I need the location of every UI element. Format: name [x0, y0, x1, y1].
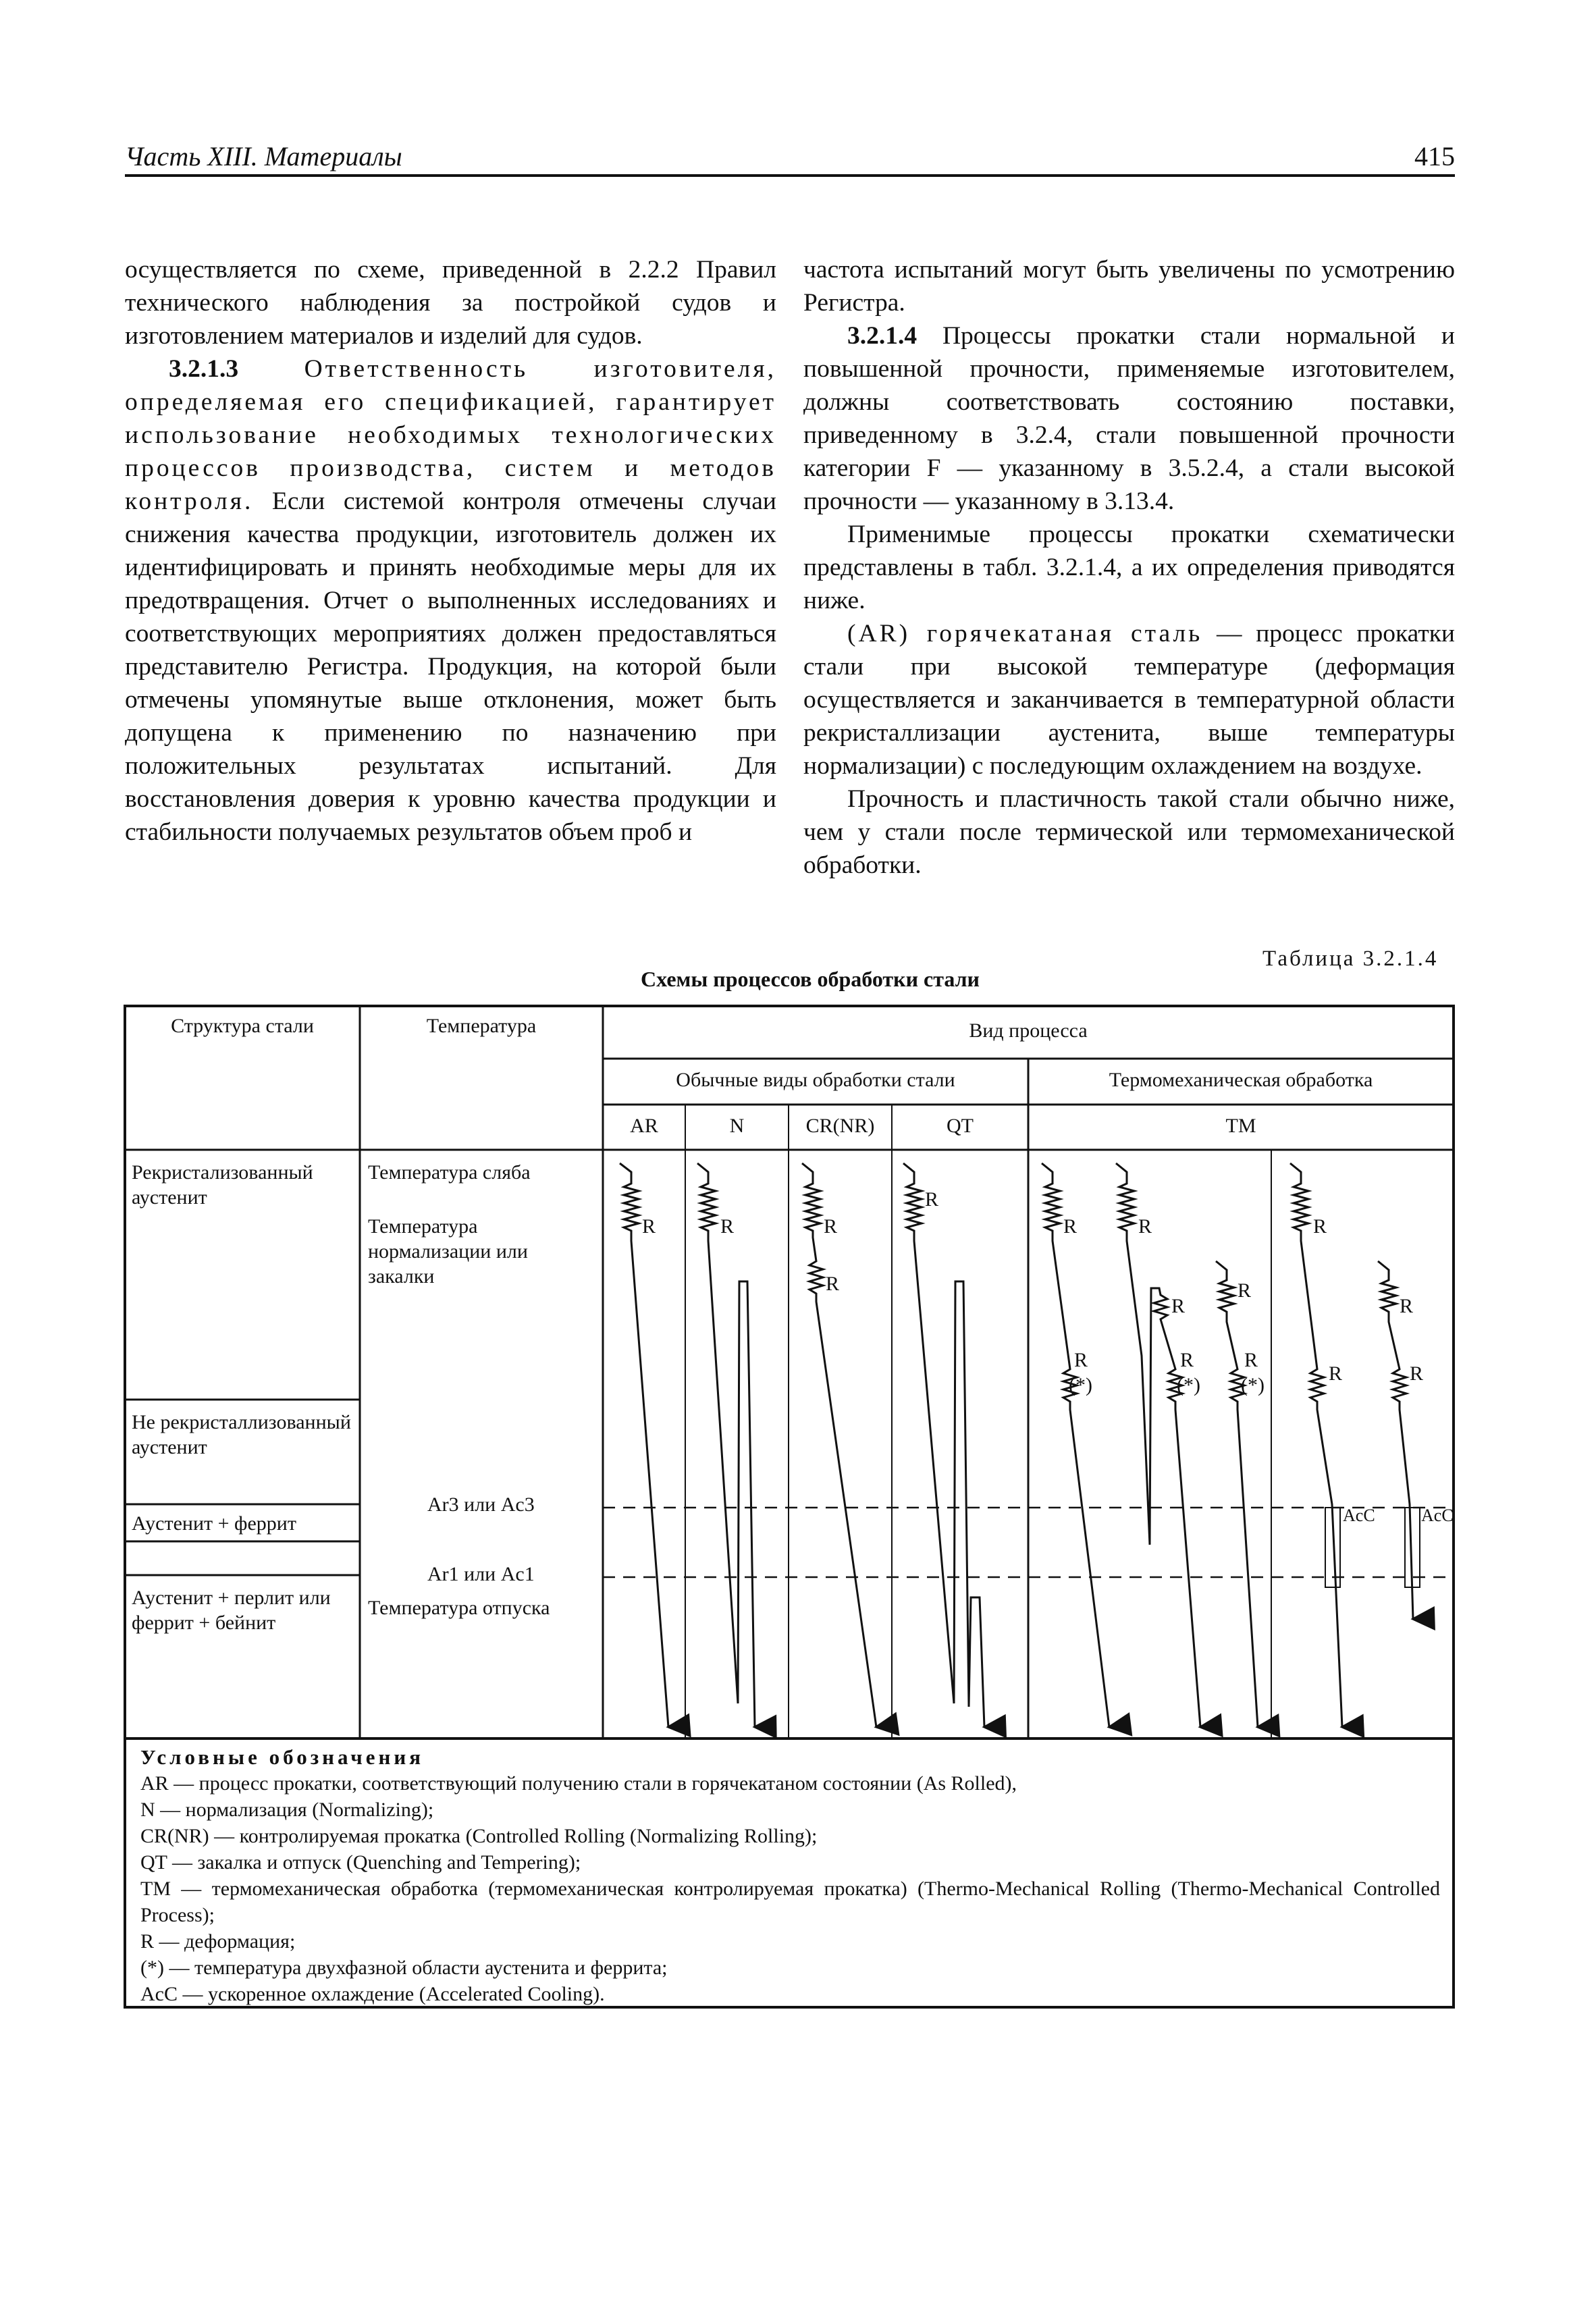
mark-r-tm2: R	[1138, 1215, 1152, 1238]
legend-item-acc: AcC — ускоренное охлаждение (Accelerated Cooling).	[140, 1983, 605, 2005]
mark-r-tm5: R	[1400, 1295, 1414, 1317]
temp-ar3: Ar3 или Ac3	[427, 1493, 535, 1516]
legend-item-qt: QT — закалка и отпуск (Quenching and Tempering);	[140, 1851, 581, 1874]
header-temperature: Температура	[426, 1015, 537, 1037]
term-ar: (AR) горячекатаная сталь	[847, 620, 1203, 647]
mark-r-crnr-1: R	[824, 1215, 838, 1238]
left-paragraph-2	[125, 352, 776, 849]
header-structure: Структура стали	[171, 1015, 314, 1037]
clause-body-text: Если системой контроля отмечены случаи снижения качества продукции, изготовитель должен их идентифицировать и принять необходимые меры для их предотвращения. Отчет о выполненных исследованиях и соответствующих мероприятиях должен предоставляться представителю Регистра. Продукция, на которой были отмечены упомянутые выше отклонения, может быть допущена к применению по назначению при положительных результатах испытаний. Для восстановления доверия к уровню качества продукции и стабильности получаемых результатов объем проб и	[125, 487, 776, 846]
mark-r-tm1: R	[1063, 1215, 1078, 1238]
mark-r-ar: R	[642, 1215, 656, 1238]
mark-r-tm3: R	[1238, 1279, 1252, 1302]
clause-number-3-2-1-3: 3.2.1.3	[169, 355, 239, 383]
process-table	[124, 1005, 1455, 2009]
right-paragraph-5: Прочность и пластичность такой стали обычно ниже, чем у стали после термической или термомеханической обработки.	[803, 785, 1455, 879]
row-non-recrystallized: Не рекристаллизованный аустенит	[132, 1411, 351, 1458]
header-qt: QT	[947, 1115, 974, 1137]
temp-tempering: Температура отпуска	[368, 1597, 550, 1619]
right-paragraph-3: Применимые процессы прокатки схематически представлены в табл. 3.2.1.4, а их определения приводятся ниже.	[803, 521, 1455, 614]
row-recrystallized: Рекристализованный аустенит	[132, 1161, 313, 1209]
mark-r-tm5-lower: R	[1410, 1362, 1424, 1385]
mark-acc-2: AcC	[1421, 1506, 1454, 1525]
left-paragraph-1: осуществляется по схеме, приведенной в 2.2.2 Правил технического наблюдения за постройкой судов и изготовлением материалов и изделий для судов.	[125, 256, 776, 350]
header-rule	[125, 174, 1455, 177]
legend-item-r: R — деформация;	[140, 1930, 296, 1953]
mark-r-star-tm1: R	[1074, 1349, 1088, 1371]
header-tm: TM	[1225, 1115, 1256, 1137]
row-austenite-ferrite: Аустенит + феррит	[132, 1512, 296, 1535]
header-conventional: Обычные виды обработки стали	[676, 1069, 955, 1091]
legend	[140, 1744, 1440, 2007]
right-paragraph-1: частота испытаний могут быть увеличены по усмотрению Регистра.	[803, 256, 1455, 317]
header-crnr: CR(NR)	[805, 1115, 875, 1137]
legend-item-tm: TM — термомеханическая обработка (термомеханическая контролируемая прокатка) (Thermo-Mechanical Rolling (Thermo-Mechanical Controlled Process);	[140, 1878, 1440, 1926]
right-paragraph-4	[803, 617, 1455, 782]
legend-item-star: (*) — температура двухфазной области аустенита и феррита;	[140, 1957, 668, 1979]
right-column	[803, 253, 1455, 882]
page-number: 415	[1414, 141, 1455, 171]
legend-item-n: N — нормализация (Normalizing);	[140, 1799, 434, 1821]
temp-ar1: Ar1 или Ac1	[427, 1563, 535, 1585]
header-thermomechanical: Термомеханическая обработка	[1109, 1069, 1373, 1091]
clause-3-2-1-4-text: Процессы прокатки стали нормальной и повышенной прочности, применяемые изготовителем, должны соответствовать состоянию поставки, приведенному в 3.2.4, стали повышенной прочности категории F — указанному в 3.5.2.4, а стали высокой прочности — указанному в 3.13.4.	[803, 322, 1455, 515]
mark-r-n: R	[720, 1215, 735, 1238]
mark-acc-1: AcC	[1343, 1506, 1375, 1525]
legend-item-ar: AR — процесс прокатки, соответствующий получению стали в горячекатаном состоянии (As Rolled),	[140, 1772, 1017, 1795]
header-ar: AR	[630, 1115, 658, 1137]
term-ar-definition: — процесс прокатки стали при высокой температуре (деформация осуществляется и заканчивается в температурной области рекристаллизации аустенита, выше температуры нормализации) с последующим охлаждением на воздухе.	[803, 620, 1455, 780]
mark-star-tm3: (*)	[1241, 1374, 1265, 1396]
mark-r-tm4: R	[1313, 1215, 1327, 1238]
left-column	[125, 253, 776, 849]
mark-r-crnr-2: R	[826, 1273, 840, 1295]
row-austenite-pearlite: Аустенит + перлит или феррит + бейнит	[132, 1587, 331, 1634]
part-title: Часть XIII. Материалы	[125, 141, 402, 171]
mark-r-tm2-loop: R	[1171, 1295, 1186, 1317]
mark-star-tm1: (*)	[1069, 1374, 1092, 1396]
table-caption: Схемы процессов обработки стали	[641, 967, 980, 991]
clause-number-3-2-1-4: 3.2.1.4	[847, 322, 917, 350]
mark-r-qt: R	[925, 1188, 939, 1211]
mark-star-tm2: (*)	[1177, 1374, 1200, 1396]
table-label: Таблица 3.2.1.4	[1262, 947, 1439, 971]
right-paragraph-2	[803, 319, 1455, 518]
temp-slab: Температура сляба	[368, 1161, 531, 1184]
temp-normalizing: Температура нормализации или закалки	[368, 1215, 528, 1288]
legend-item-crnr: CR(NR) — контролируемая прокатка (Controlled Rolling (Normalizing Rolling);	[140, 1825, 818, 1847]
legend-title: Условные обозначения	[140, 1745, 425, 1769]
mark-r-star-tm2: R	[1180, 1349, 1194, 1371]
header-process-type: Вид процесса	[969, 1019, 1088, 1042]
header-n: N	[729, 1115, 745, 1137]
mark-r-tm4-lower: R	[1329, 1362, 1343, 1385]
mark-r-star-tm3: R	[1244, 1349, 1258, 1371]
clause-lead-text: Ответственность изготовителя, определяемая его спецификацией, гарантирует использование необходимых технологических процессов производства, систем и методов контроля.	[125, 355, 776, 515]
